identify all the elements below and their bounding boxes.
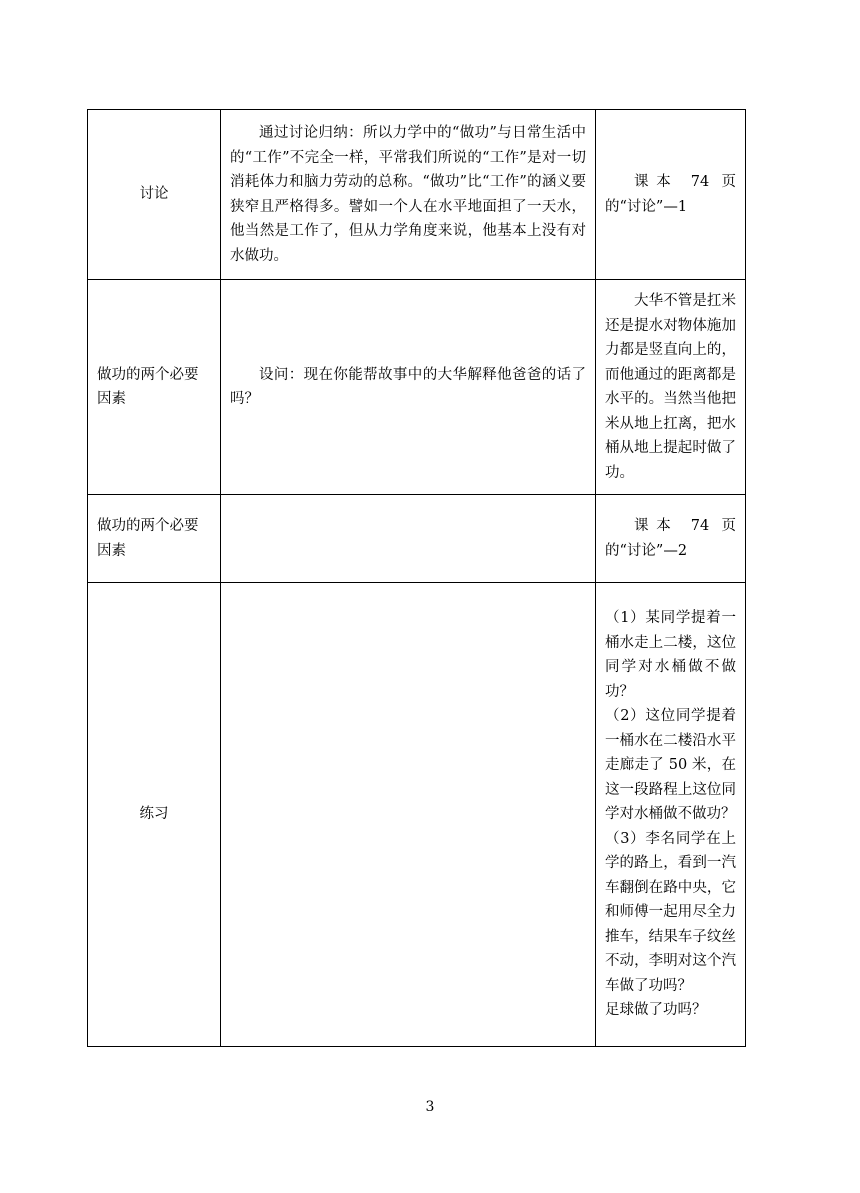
row-content-cell bbox=[221, 583, 596, 1047]
exercise-item: （2）这位同学提着一桶水在二楼沿水平走廊走了 50 米，在这一段路程上这位同学对水桶做不做功？ bbox=[605, 708, 736, 823]
exercise-item: （1）某同学提着一桶水走上二楼，这位同学对水桶做不做功？ bbox=[605, 610, 736, 700]
row-content: 通过讨论归纳：所以力学中的“做功”与日常生活中的“工作”不完全一样，平常我们所说的“工作”是对一切消耗体力和脑力劳动的总称。“做功”比“工作”的涵义要狭窄且严格得多。譬如一个人在水平地面担了一天水，他当然是工作了，但从力学角度来说，他基本上没有对水做功。 bbox=[230, 125, 586, 264]
row-note: 课本 74 页的“讨论”—1 bbox=[605, 174, 736, 215]
row-label: 练习 bbox=[139, 806, 169, 823]
row-note-cell bbox=[596, 583, 746, 1047]
row-label: 做功的两个必要因素 bbox=[97, 366, 199, 407]
row-note-cell bbox=[596, 280, 746, 495]
table-row bbox=[88, 280, 746, 495]
table-row bbox=[88, 110, 746, 280]
row-content-cell bbox=[221, 495, 596, 583]
row-note: 大华不管是扛米还是提水对物体施加力都是竖直向上的，而他通过的距离都是水平的。当然当他把米从地上扛离，把水桶从地上提起时做了功。 bbox=[605, 293, 736, 481]
row-content: 设问：现在你能帮故事中的大华解释他爸爸的话了吗？ bbox=[230, 366, 586, 407]
table-row bbox=[88, 583, 746, 1047]
page-number: 3 bbox=[425, 1099, 435, 1115]
row-content-cell bbox=[221, 280, 596, 495]
row-label: 做功的两个必要因素 bbox=[97, 518, 199, 559]
exercise-item: （3）李名同学在上学的路上，看到一汽车翻倒在路中央，它和师傅一起用尽全力推车，结果车子纹丝不动，李明对这个汽车做了功吗？ bbox=[605, 830, 736, 994]
exercise-item: 足球做了功吗？ bbox=[605, 1002, 707, 1019]
row-label-cell bbox=[88, 495, 221, 583]
row-label-cell bbox=[88, 583, 221, 1047]
row-note-cell bbox=[596, 110, 746, 280]
table-row bbox=[88, 495, 746, 583]
row-label: 讨论 bbox=[139, 186, 169, 203]
row-label-cell bbox=[88, 110, 221, 280]
row-content-cell bbox=[221, 110, 596, 280]
row-label-cell bbox=[88, 280, 221, 495]
row-note: 课本 74 页的“讨论”—2 bbox=[605, 518, 736, 559]
row-note-cell bbox=[596, 495, 746, 583]
lesson-table bbox=[87, 109, 746, 1047]
exercise-list bbox=[596, 606, 745, 1023]
